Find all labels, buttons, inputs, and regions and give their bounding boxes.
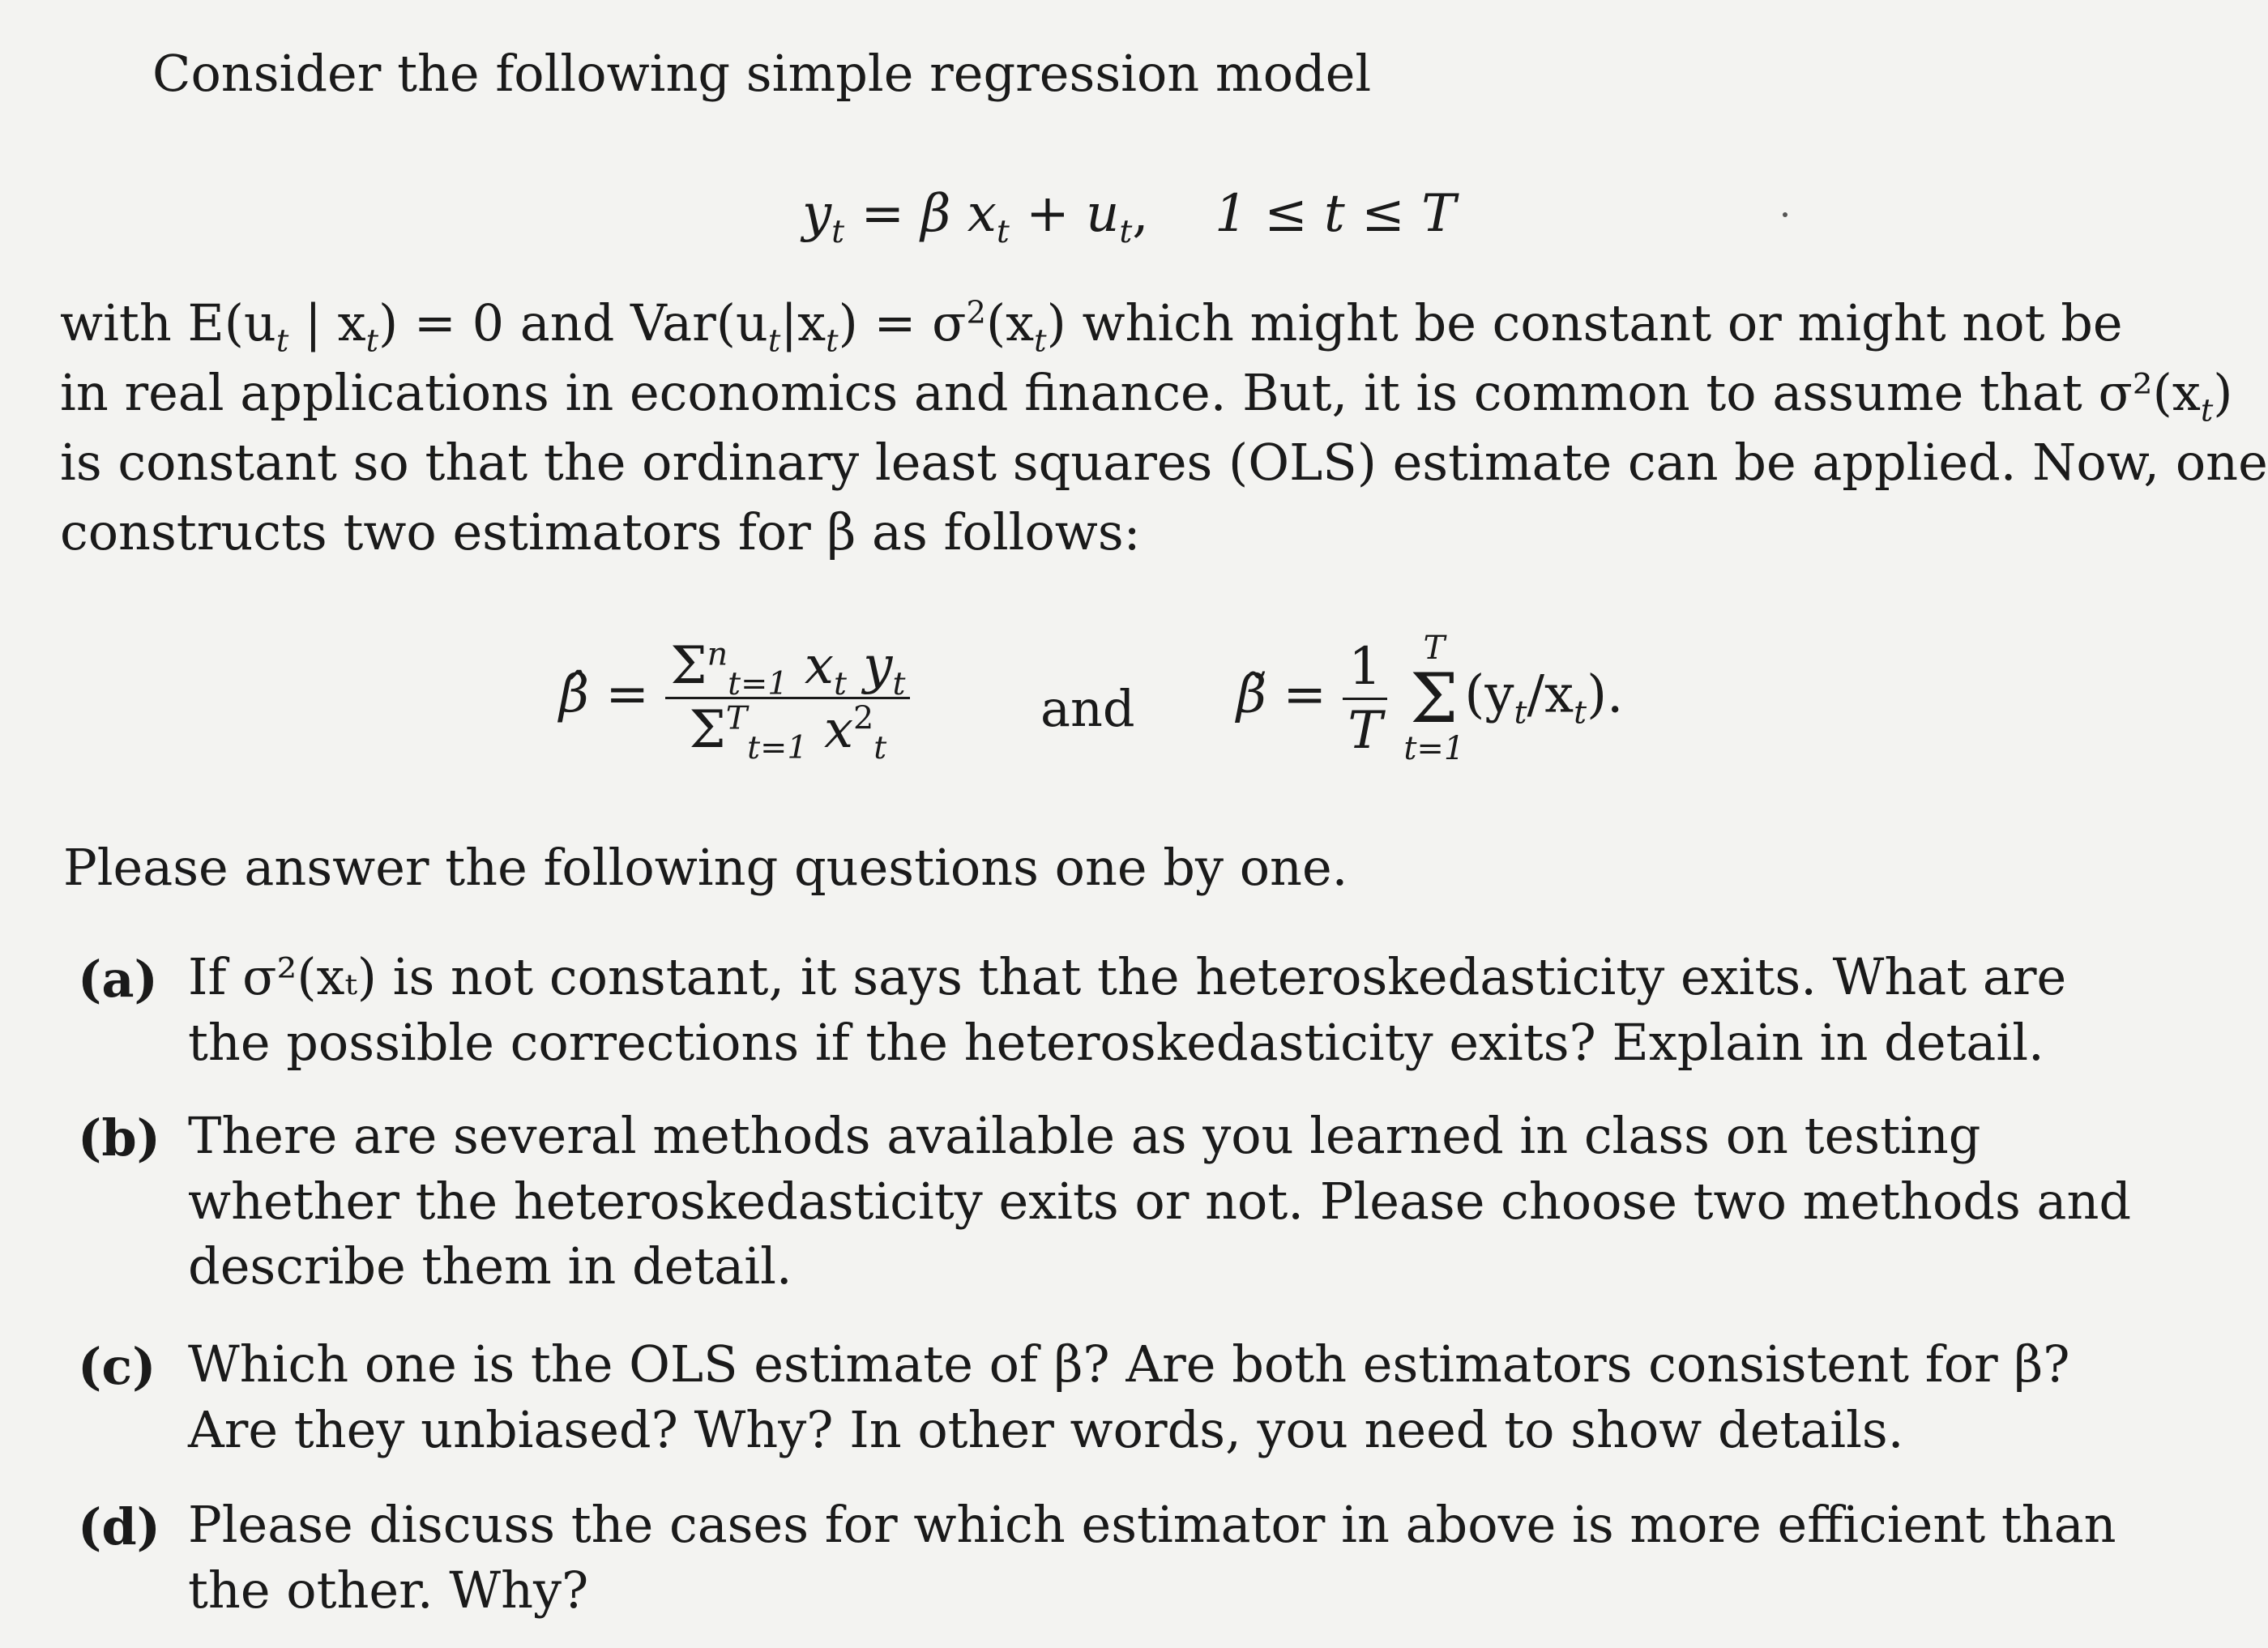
intro-text: Consider the following simple regression model — [152, 44, 1372, 103]
paragraph-line-4: constructs two estimators for β as follows: — [60, 502, 1141, 561]
model-equation: $y_t = \beta$ $x_t + u_t$, 1 ≤ t ≤ T — [802, 184, 1456, 250]
stray-dot — [1783, 212, 1787, 217]
question-a-label: (a) — [78, 950, 158, 1009]
question-c-label: (c) — [78, 1337, 156, 1396]
question-b-text: There are several methods available as you learned in class on testing whether the heteroskedasticity exits or not. Please choose two methods and describe them in detail. — [188, 1106, 2132, 1296]
summation-sign: T Σ t=1 — [1403, 630, 1465, 767]
paragraph-line-2: in real applications in economics and finance. But, it is common to assume that $\sigma^2(x_t)$ — [60, 363, 2233, 429]
question-b-label: (b) — [78, 1108, 161, 1168]
assumption-line: with $E(u_t$ | $x_t) = 0$ and $Var(u_t|x_t) = \sigma^2(x_t)$ which might be constant or might not be — [60, 293, 2123, 360]
question-d-label: (d) — [78, 1497, 161, 1556]
beta-tilde-estimator: β̃ = $\frac{1}{T}$ T Σ t=1 $(y_t/x_t)$. — [1237, 630, 1624, 767]
estimator-connector: and — [1040, 679, 1135, 738]
beta-tilde-fraction: $\frac{1}{T}$ — [1343, 641, 1387, 757]
beta-hat-estimator: β̂ = $\frac{\Sigma^n_{t=1} x_t y_t}{\Sigma^T_{t=1} x^2_t}$ — [559, 640, 910, 756]
paragraph-line-3: is constant so that the ordinary least squares (OLS) estimate can be applied. Now, one — [60, 433, 2268, 492]
question-d-text: Please discuss the cases for which estimator in above is more efficient than the other. Why? — [188, 1495, 2116, 1620]
index-range: 1 ≤ t ≤ T — [1215, 184, 1456, 244]
question-c-text: Which one is the OLS estimate of β? Are both estimators consistent for β? Are they unbiased? Why? In other words, you need to show details. — [188, 1334, 2070, 1459]
beta-hat-fraction: $\frac{\Sigma^n_{t=1} x_t y_t}{\Sigma^T_{t=1} x^2_t}$ — [665, 640, 910, 756]
question-a-text: If σ²(xₜ) is not constant, it says that the heteroskedasticity exits. What are the possible corrections if the heteroskedasticity exits? Explain in detail. — [188, 947, 2067, 1072]
instruction-text: Please answer the following questions one by one. — [63, 838, 1348, 897]
